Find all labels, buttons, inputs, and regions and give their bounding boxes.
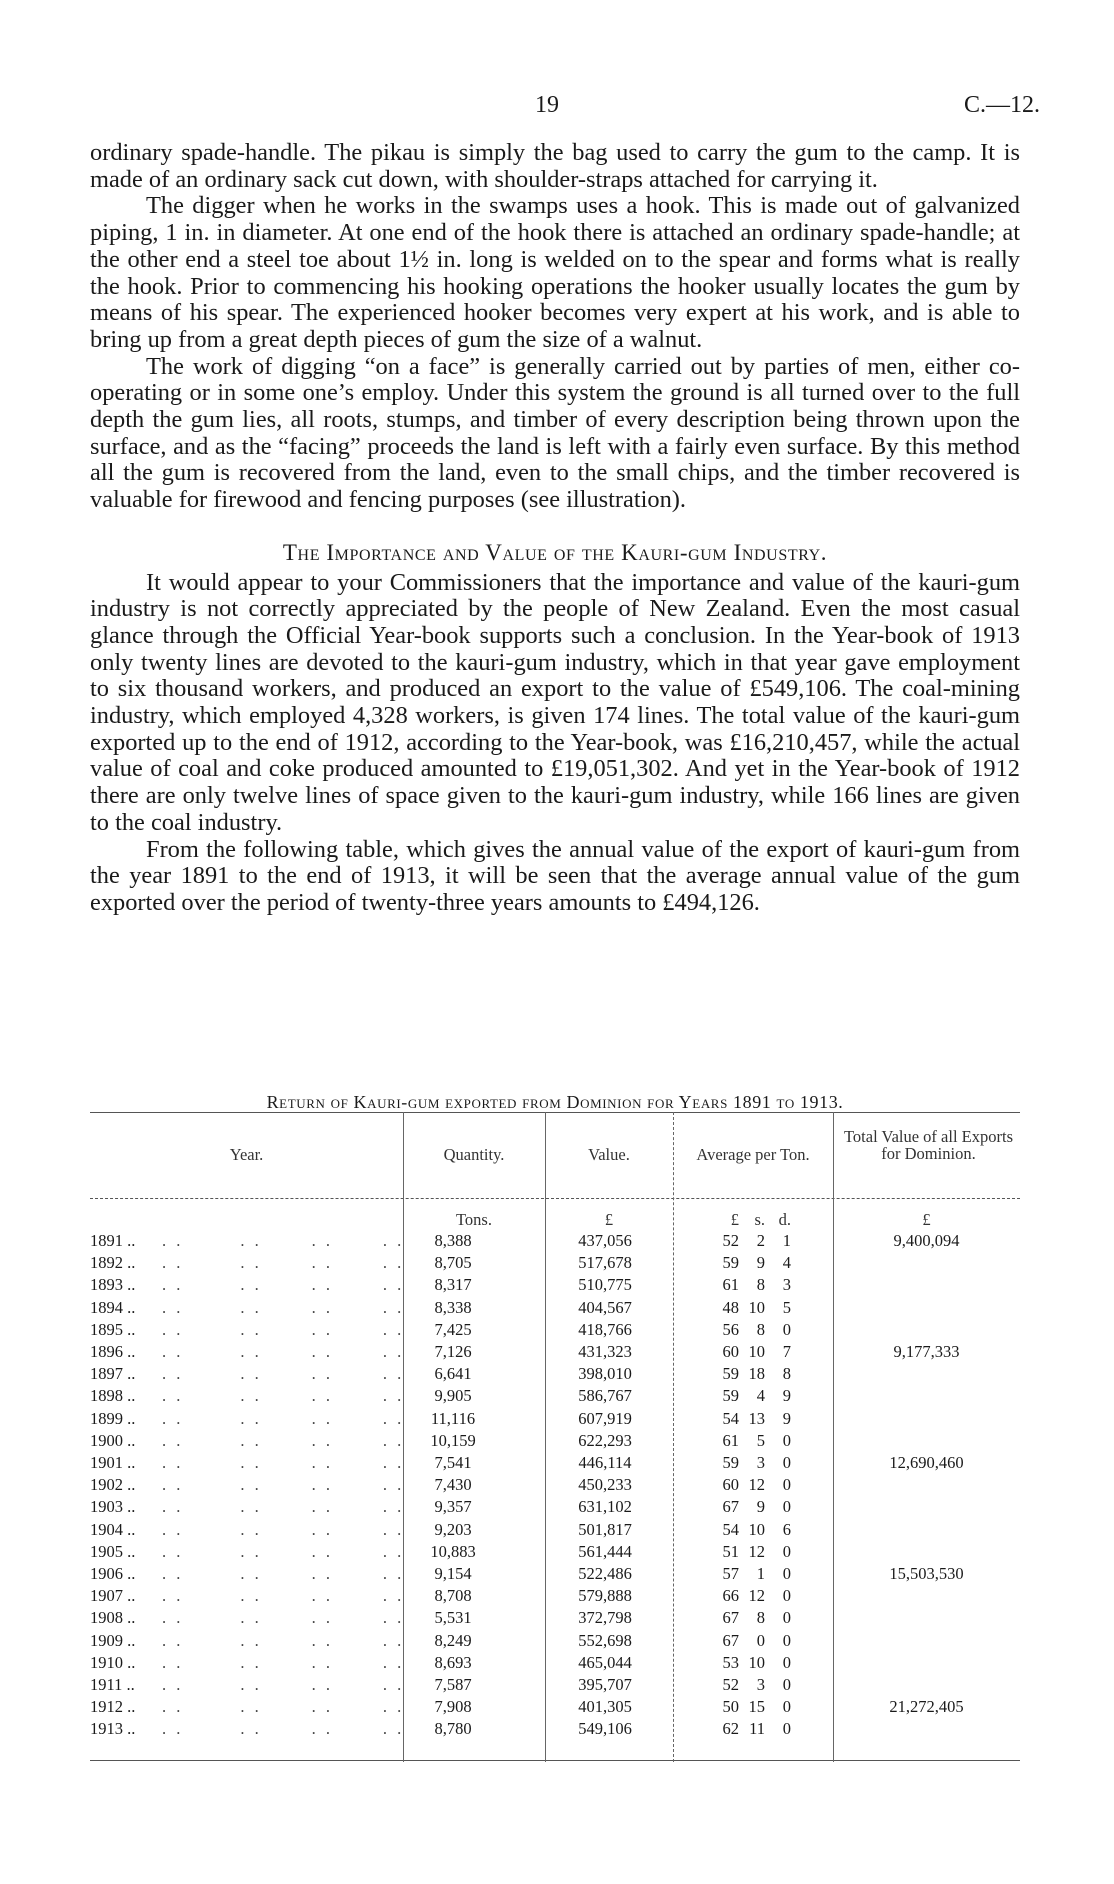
cell-quantity: 7,430 — [434, 1475, 472, 1495]
table-row — [90, 1297, 1020, 1319]
cell-avg-pence: 0 — [782, 1453, 791, 1472]
paragraph: ordinary spade-handle. The pikau is simply the bag used to carry the gum to the camp. It is made of an ordinary sack cut down, with shoulder-straps attached for carrying it. — [90, 139, 1020, 193]
cell-year: 1892 .. — [90, 1253, 136, 1273]
table-row — [90, 1252, 1020, 1274]
leader-dots: . . . . . . . . — [162, 1342, 405, 1361]
cell-avg-pence: 0 — [782, 1319, 791, 1339]
table-row — [90, 1430, 1020, 1452]
header-divider — [90, 1198, 1020, 1199]
unit-pence: d. — [778, 1210, 791, 1229]
cell-avg-pence: 6 — [782, 1519, 791, 1539]
cell-quantity: 7,126 — [434, 1342, 472, 1361]
cell-quantity: 8,338 — [434, 1297, 472, 1317]
cell-avg-shillings: 4 — [756, 1386, 765, 1406]
cell-avg-shillings: 10 — [748, 1519, 765, 1539]
leader-dots: . . . . . . . . — [162, 1519, 405, 1539]
cell-year: 1913 .. — [90, 1719, 136, 1739]
cell-avg-shillings: 3 — [756, 1453, 765, 1472]
cell-avg-pence: 9 — [782, 1408, 791, 1428]
cell-avg-shillings: 3 — [756, 1675, 765, 1694]
cell-value: 395,707 — [578, 1675, 632, 1694]
cell-value: 465,044 — [578, 1652, 632, 1672]
cell-quantity: 7,908 — [434, 1697, 472, 1717]
table-row — [90, 1496, 1020, 1518]
cell-value: 510,775 — [578, 1275, 632, 1295]
cell-avg-shillings: 9 — [756, 1253, 765, 1273]
cell-quantity: 8,705 — [434, 1253, 472, 1273]
cell-avg-pence: 0 — [782, 1497, 791, 1517]
cell-year: 1911 .. — [90, 1675, 135, 1694]
page-number: 19 — [535, 92, 559, 118]
cell-avg-pounds: 48 — [722, 1297, 739, 1317]
cell-avg-pence: 0 — [782, 1475, 791, 1495]
cell-quantity: 8,693 — [434, 1652, 472, 1672]
table-row — [90, 1363, 1020, 1385]
leader-dots: . . . . . . . . — [162, 1364, 405, 1384]
table-row — [90, 1341, 1020, 1363]
table-row — [90, 1563, 1020, 1585]
cell-avg-pounds: 57 — [722, 1564, 739, 1583]
header-value: Value. — [588, 1145, 630, 1164]
cell-avg-pence: 7 — [782, 1342, 791, 1361]
table-row — [90, 1385, 1020, 1407]
cell-total: 15,503,530 — [889, 1564, 964, 1583]
cell-avg-shillings: 12 — [748, 1475, 765, 1495]
leader-dots: . . . . . . . . — [162, 1231, 405, 1250]
table-row — [90, 1274, 1020, 1296]
paragraph: The digger when he works in the swamps uses a hook. This is made out of galvanized piping, 1 in. in diameter. At one end of the hook there is attached an ordinary spade-handle; at the other end a steel toe about 1½ in. long is welded on to the spear and forms what is really the hook. Prior to commencing his hooking operations the hooker usually locates the gum by means of his spear. The experienced hooker becomes very expert at his work, and is able to bring up from a great depth pieces of gum the size of a walnut. — [90, 192, 1020, 353]
leader-dots: . . . . . . . . — [162, 1497, 405, 1517]
cell-avg-pounds: 60 — [722, 1342, 739, 1361]
unit-pounds: £ — [730, 1210, 739, 1229]
cell-year: 1903 .. — [90, 1497, 136, 1517]
document-reference: C.—12. — [964, 92, 1041, 118]
cell-avg-shillings: 13 — [748, 1408, 765, 1428]
cell-value: 631,102 — [578, 1497, 632, 1517]
unit-pounds: £ — [604, 1210, 614, 1229]
cell-avg-pence: 1 — [782, 1231, 791, 1250]
cell-avg-pounds: 59 — [722, 1386, 739, 1406]
cell-avg-shillings: 1 — [756, 1564, 765, 1583]
cell-avg-shillings: 5 — [756, 1430, 765, 1450]
table-bottom-rule — [90, 1760, 1020, 1761]
cell-value: 607,919 — [578, 1408, 632, 1428]
cell-year: 1904 .. — [90, 1519, 136, 1539]
leader-dots: . . . . . . . . — [162, 1475, 405, 1495]
table-row — [90, 1585, 1020, 1607]
leader-dots: . . . . . . . . — [162, 1430, 405, 1450]
cell-value: 404,567 — [578, 1297, 632, 1317]
cell-quantity: 8,249 — [434, 1630, 472, 1650]
cell-avg-pounds: 62 — [722, 1719, 739, 1739]
cell-avg-pounds: 67 — [722, 1608, 739, 1628]
cell-quantity: 8,388 — [434, 1231, 472, 1250]
table-row — [90, 1718, 1020, 1740]
paragraph: The work of digging “on a face” is generally carried out by parties of men, either co-operating or in some one’s employ. Under this system the ground is all turned over to the full depth the gum lies, all roots, stumps, and timber of every description being thrown upon the surface, and as the “facing” proceeds the land is left with a fairly even surface. By this method all the gum is recovered from the land, even to the small chips, and the timber recovered is valuable for firewood and fencing purposes (see illustration). — [90, 352, 1020, 514]
cell-value: 622,293 — [578, 1430, 632, 1450]
leader-dots: . . . . . . . . — [162, 1253, 405, 1273]
cell-year: 1902 .. — [90, 1475, 136, 1495]
cell-avg-pounds: 54 — [722, 1408, 739, 1428]
leader-dots: . . . . . . . . — [162, 1652, 405, 1672]
leader-dots: . . . . . . . . — [162, 1586, 405, 1606]
cell-value: 431,323 — [578, 1342, 632, 1361]
leader-dots: . . . . . . . . — [162, 1386, 405, 1406]
leader-dots: . . . . . . . . — [162, 1408, 405, 1428]
leader-dots: . . . . . . . . — [162, 1275, 405, 1295]
leader-dots: . . . . . . . . — [162, 1453, 405, 1472]
paragraph: From the following table, which gives the annual value of the export of kauri-gum from the year 1891 to the end of 1913, it will be seen that the average annual value of the gum exported over the period of twenty-three years amounts to £494,126. — [90, 835, 1020, 916]
cell-value: 501,817 — [578, 1519, 632, 1539]
cell-year: 1908 .. — [90, 1608, 136, 1628]
cell-year: 1895 .. — [90, 1319, 136, 1339]
cell-avg-shillings: 8 — [756, 1319, 765, 1339]
table-row — [90, 1519, 1020, 1541]
cell-avg-shillings: 8 — [756, 1275, 765, 1295]
table-top-rule — [90, 1112, 1020, 1113]
cell-avg-shillings: 8 — [756, 1608, 765, 1628]
cell-avg-shillings: 12 — [748, 1586, 765, 1606]
cell-avg-shillings: 12 — [748, 1541, 765, 1561]
cell-value: 552,698 — [578, 1630, 632, 1650]
table-row — [90, 1630, 1020, 1652]
cell-quantity: 10,159 — [430, 1430, 476, 1450]
unit-shillings: s. — [754, 1210, 765, 1229]
cell-avg-pounds: 67 — [722, 1497, 739, 1517]
leader-dots: . . . . . . . . — [162, 1564, 405, 1583]
cell-value: 398,010 — [578, 1364, 632, 1384]
cell-value: 401,305 — [578, 1697, 632, 1717]
cell-avg-shillings: 9 — [756, 1497, 765, 1517]
cell-avg-pounds: 61 — [722, 1275, 739, 1295]
cell-avg-shillings: 15 — [748, 1697, 765, 1717]
table-row — [90, 1607, 1020, 1629]
cell-total: 9,400,094 — [893, 1231, 960, 1250]
cell-value: 372,798 — [578, 1608, 632, 1628]
cell-avg-shillings: 10 — [748, 1342, 765, 1361]
cell-avg-pence: 0 — [782, 1630, 791, 1650]
cell-quantity: 9,905 — [434, 1386, 472, 1406]
table-row — [90, 1674, 1020, 1696]
cell-avg-pounds: 60 — [722, 1475, 739, 1495]
cell-avg-pounds: 59 — [722, 1453, 739, 1472]
table-row — [90, 1452, 1020, 1474]
header-quantity: Quantity. — [443, 1145, 505, 1164]
cell-year: 1891 .. — [90, 1231, 136, 1250]
cell-value: 522,486 — [578, 1564, 632, 1583]
cell-quantity: 5,531 — [434, 1608, 472, 1628]
leader-dots: . . . . . . . . — [162, 1297, 405, 1317]
cell-avg-pence: 0 — [782, 1608, 791, 1628]
cell-avg-pounds: 52 — [722, 1231, 739, 1250]
cell-year: 1900 .. — [90, 1430, 136, 1450]
cell-quantity: 9,357 — [434, 1497, 472, 1517]
body-text — [90, 140, 1020, 917]
cell-total: 12,690,460 — [889, 1453, 964, 1472]
leader-dots: . . . . . . . . — [162, 1630, 405, 1650]
cell-quantity: 10,883 — [430, 1541, 476, 1561]
table-row — [90, 1474, 1020, 1496]
cell-total: 21,272,405 — [889, 1697, 964, 1717]
cell-avg-pounds: 67 — [722, 1630, 739, 1650]
cell-quantity: 6,641 — [434, 1364, 472, 1384]
cell-year: 1905 .. — [90, 1541, 136, 1561]
cell-avg-pounds: 53 — [722, 1652, 739, 1672]
cell-value: 437,056 — [578, 1231, 632, 1250]
cell-avg-pence: 3 — [782, 1275, 791, 1295]
section-heading: The Importance and Value of the Kauri-gum Industry. — [282, 539, 828, 565]
cell-avg-pounds: 61 — [722, 1430, 739, 1450]
cell-quantity: 8,317 — [434, 1275, 472, 1295]
cell-avg-pence: 0 — [782, 1541, 791, 1561]
cell-avg-pounds: 56 — [722, 1319, 739, 1339]
cell-avg-pence: 0 — [782, 1586, 791, 1606]
cell-value: 561,444 — [578, 1541, 632, 1561]
cell-avg-shillings: 11 — [749, 1719, 765, 1739]
cell-year: 1907 .. — [90, 1586, 136, 1606]
export-table — [90, 1112, 1020, 1762]
table-row — [90, 1408, 1020, 1430]
cell-avg-pence: 9 — [782, 1386, 791, 1406]
leader-dots: . . . . . . . . — [162, 1719, 405, 1739]
table-row — [90, 1230, 1020, 1252]
cell-avg-pounds: 66 — [722, 1586, 739, 1606]
cell-avg-pounds: 59 — [722, 1364, 739, 1384]
unit-pounds: £ — [922, 1210, 931, 1229]
table-row — [90, 1319, 1020, 1341]
cell-avg-pence: 0 — [782, 1675, 791, 1694]
cell-avg-pence: 0 — [782, 1697, 791, 1717]
cell-quantity: 8,780 — [434, 1719, 472, 1739]
table-row — [90, 1541, 1020, 1563]
cell-value: 549,106 — [578, 1719, 632, 1739]
cell-quantity: 7,425 — [434, 1319, 472, 1339]
cell-avg-pence: 0 — [782, 1652, 791, 1672]
cell-year: 1898 .. — [90, 1386, 136, 1406]
cell-year: 1893 .. — [90, 1275, 136, 1295]
table-row — [90, 1652, 1020, 1674]
leader-dots: . . . . . . . . — [162, 1541, 405, 1561]
cell-year: 1910 .. — [90, 1652, 136, 1672]
cell-total: 9,177,333 — [893, 1342, 960, 1361]
cell-quantity: 8,708 — [434, 1586, 472, 1606]
cell-avg-shillings: 10 — [748, 1652, 765, 1672]
cell-year: 1894 .. — [90, 1297, 136, 1317]
cell-value: 418,766 — [578, 1319, 632, 1339]
cell-avg-pence: 0 — [782, 1564, 791, 1583]
cell-year: 1901 .. — [90, 1453, 136, 1472]
cell-value: 450,233 — [578, 1475, 632, 1495]
cell-avg-pounds: 51 — [722, 1541, 739, 1561]
cell-quantity: 7,541 — [434, 1453, 472, 1472]
cell-year: 1909 .. — [90, 1630, 136, 1650]
cell-avg-shillings: 10 — [748, 1297, 765, 1317]
cell-avg-pence: 0 — [782, 1430, 791, 1450]
cell-year: 1899 .. — [90, 1408, 136, 1428]
cell-year: 1906 .. — [90, 1564, 136, 1583]
cell-quantity: 7,587 — [434, 1675, 472, 1694]
cell-avg-pounds: 59 — [722, 1253, 739, 1273]
cell-avg-pounds: 50 — [722, 1697, 739, 1717]
cell-year: 1896 .. — [90, 1342, 136, 1361]
leader-dots: . . . . . . . . — [162, 1319, 405, 1339]
cell-avg-pounds: 54 — [722, 1519, 739, 1539]
unit-tons: Tons. — [456, 1210, 492, 1229]
cell-year: 1912 .. — [90, 1697, 136, 1717]
cell-quantity: 9,154 — [434, 1564, 472, 1583]
cell-year: 1897 .. — [90, 1364, 136, 1384]
cell-quantity: 9,203 — [434, 1519, 472, 1539]
cell-value: 446,114 — [578, 1453, 632, 1472]
header-year: Year. — [229, 1145, 264, 1164]
cell-avg-shillings: 0 — [756, 1630, 765, 1650]
leader-dots: . . . . . . . . — [162, 1675, 405, 1694]
cell-avg-pence: 8 — [782, 1364, 791, 1384]
cell-quantity: 11,116 — [430, 1408, 476, 1428]
cell-value: 586,767 — [578, 1386, 632, 1406]
cell-avg-pence: 5 — [782, 1297, 791, 1317]
header-total: Total Value of all Exports for Dominion. — [843, 1127, 1013, 1163]
table-caption: Return of Kauri-gum exported from Dominion for Years 1891 to 1913. — [266, 1092, 844, 1112]
cell-avg-shillings: 18 — [748, 1364, 765, 1384]
cell-value: 517,678 — [578, 1253, 632, 1273]
table-row — [90, 1696, 1020, 1718]
cell-avg-pence: 0 — [782, 1719, 791, 1739]
cell-value: 579,888 — [578, 1586, 632, 1606]
leader-dots: . . . . . . . . — [162, 1608, 405, 1628]
cell-avg-pence: 4 — [782, 1253, 791, 1273]
paragraph: It would appear to your Commissioners that the importance and value of the kauri-gum industry is not correctly appreciated by the people of New Zealand. Even the most casual glance through the Official Year-book supports such a conclusion. In the Year-book of 1913 only twenty lines are devoted to the kauri-gum industry, which in that year gave employment to six thousand workers, and produced an export to the value of £549,106. The coal-mining industry, which employed 4,328 workers, is given 174 lines. The total value of the kauri-gum exported up to the end of 1912, according to the Year-book, was £16,210,457, while the actual value of coal and coke produced amounted to £19,051,302. And yet in the Year-book of 1912 there are only twelve lines of space given to the kauri-gum industry, while 166 lines are given to the coal industry. — [90, 568, 1020, 836]
leader-dots: . . . . . . . . — [162, 1697, 405, 1717]
cell-avg-pounds: 52 — [722, 1675, 739, 1694]
header-average: Average per Ton. — [696, 1145, 810, 1164]
cell-avg-shillings: 2 — [756, 1231, 765, 1250]
